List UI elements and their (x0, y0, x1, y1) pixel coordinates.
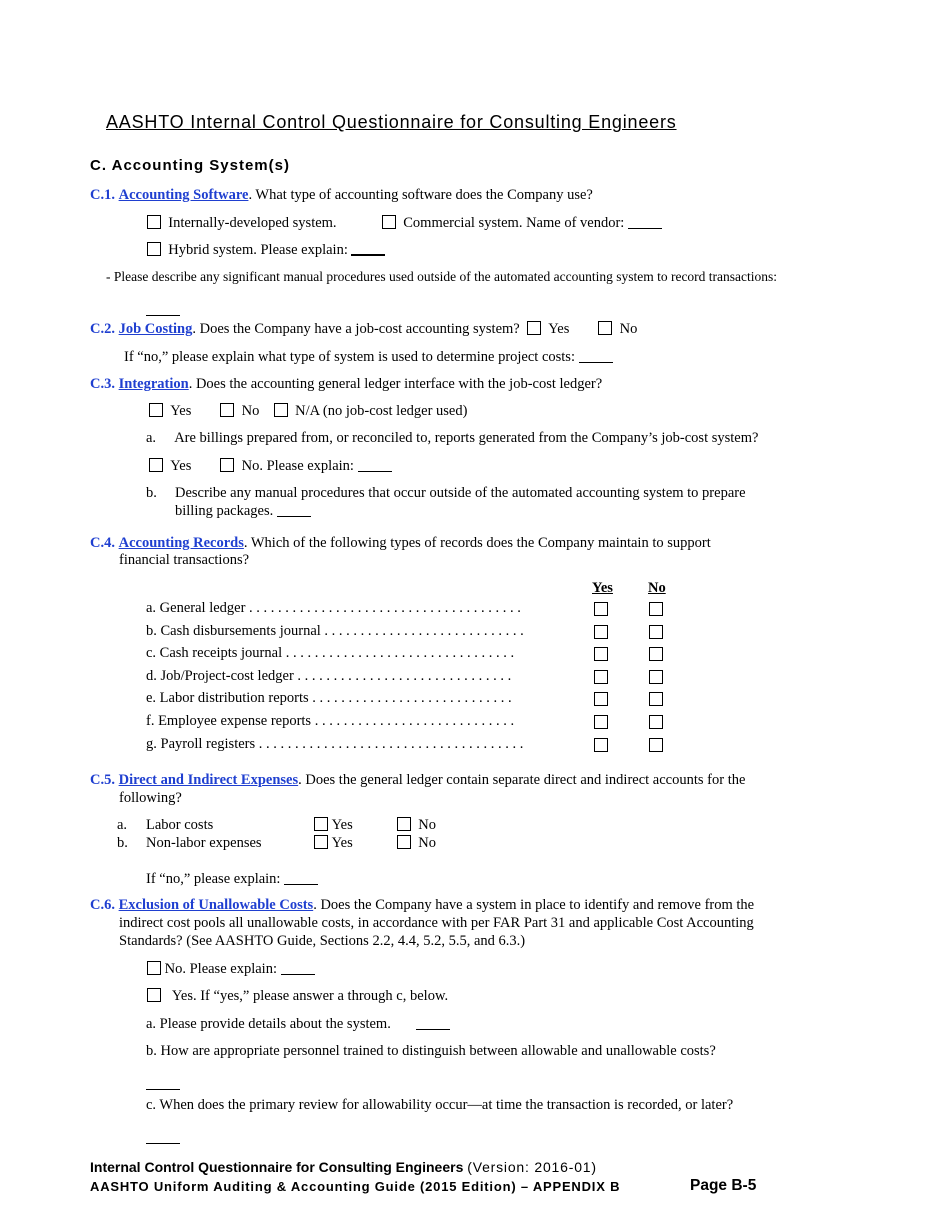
c3-options (149, 403, 467, 420)
c1-commercial-label: Commercial system. Name of vendor: (403, 215, 625, 231)
c1-commercial-checkbox[interactable] (382, 215, 396, 229)
c3-a-text: Are billings prepared from, or reconciled to, reports generated from the Company’s job-cost system? (174, 430, 759, 446)
c1-internal-checkbox[interactable] (147, 215, 161, 229)
question-c2-number: C.2. (90, 321, 115, 337)
question-c5-text-line2: following? (119, 790, 182, 806)
question-c5-text-line1: . Does the general ledger contain separate direct and indirect accounts for the (298, 772, 746, 788)
question-c6-number: C.6. (90, 897, 115, 913)
question-c2-text: . Does the Company have a job-cost accounting system? (192, 321, 520, 337)
question-c2 (90, 321, 637, 338)
question-c3-number: C.3. (90, 376, 115, 392)
c3-b-item (146, 485, 746, 502)
question-c5-link[interactable]: Direct and Indirect Expenses (118, 772, 299, 788)
c2-no-label: No (619, 321, 638, 337)
c6-a-text: a. Please provide details about the system. (146, 1016, 391, 1032)
c3-b-label: b. (146, 485, 157, 501)
question-c6-link[interactable]: Exclusion of Unallowable Costs (118, 897, 314, 913)
c6-a-field[interactable] (416, 1028, 450, 1030)
c4-record-label: b. Cash disbursements journal . . . . . . . . . . . . . . . . . . . . . . . . . . . . (146, 623, 524, 639)
c6-b-field[interactable] (146, 1076, 180, 1093)
question-c6-text-line1: . Does the Company have a system in place to identify and remove from the (313, 897, 755, 913)
c4-record-no-checkbox[interactable] (649, 647, 663, 661)
c5-a-text: Labor costs (146, 817, 214, 833)
c2-followup (124, 349, 613, 366)
c3-a-no-label: No. Please explain: (241, 458, 354, 474)
c3-b-text-line1: Describe any manual procedures that occur outside of the automated accounting system to prepare (175, 485, 746, 501)
c5-a-label: a. (117, 817, 128, 833)
question-c4-link[interactable]: Accounting Records (118, 535, 244, 551)
question-c4-text-line2: financial transactions? (119, 552, 250, 568)
c2-followup-text: If “no,” please explain what type of system is used to determine project costs: (124, 349, 575, 365)
c4-record-label: c. Cash receipts journal . . . . . . . . . . . . . . . . . . . . . . . . . . . . . . . . (146, 645, 515, 661)
c1-hybrid-option (147, 242, 385, 259)
c6-a-item (146, 1016, 450, 1033)
footer-title: Internal Control Questionnaire for Consulting Engineers (90, 1159, 464, 1175)
c4-record-label: f. Employee expense reports . . . . . . . . . . . . . . . . . . . . . . . . . . . . (146, 713, 515, 729)
c6-yes-checkbox[interactable] (147, 988, 161, 1002)
c4-record-no-checkbox[interactable] (649, 602, 663, 616)
question-c4 (90, 535, 711, 552)
c4-record-label: a. General ledger . . . . . . . . . . . . . . . . . . . . . . . . . . . . . . . . . . . . . . (146, 600, 521, 616)
c6-no-label: No. Please explain: (164, 961, 277, 977)
c5-a-no-label: No (418, 817, 436, 833)
c1-hybrid-label: Hybrid system. Please explain: (168, 242, 348, 258)
c5-b-no-label: No (418, 835, 436, 851)
c4-record-label: g. Payroll registers . . . . . . . . . . . . . . . . . . . . . . . . . . . . . . . . . . . . . (146, 736, 524, 752)
page-number: Page B-5 (690, 1177, 757, 1194)
footer-line1 (90, 1159, 597, 1175)
question-c1 (90, 187, 593, 204)
c3-a-options (149, 458, 392, 475)
c5-b-yes-option (314, 835, 353, 852)
c3-na-checkbox[interactable] (274, 403, 288, 417)
c4-record-no-checkbox[interactable] (649, 738, 663, 752)
c5-a-no-checkbox[interactable] (397, 817, 411, 831)
question-c4-number: C.4. (90, 535, 115, 551)
c5-a-yes-label: Yes (331, 817, 353, 833)
document-title: AASHTO Internal Control Questionnaire for Consulting Engineers (106, 112, 677, 132)
c3-na-label: N/A (no job-cost ledger used) (295, 403, 468, 419)
c6-b-text: b. How are appropriate personnel trained to distinguish between allowable and unallowable costs? (146, 1043, 716, 1059)
c2-no-checkbox[interactable] (598, 321, 612, 335)
c5-a-no-option (397, 817, 436, 834)
c4-record-yes-checkbox[interactable] (594, 625, 608, 639)
c1-internal-label: Internally-developed system. (168, 215, 337, 231)
c4-record-yes-checkbox[interactable] (594, 715, 608, 729)
c1-hybrid-field[interactable] (351, 253, 385, 256)
question-c3-link[interactable]: Integration (118, 376, 189, 392)
question-c1-number: C.1. (90, 187, 115, 203)
footer-line2: AASHTO Uniform Auditing & Accounting Guide (2015 Edition) – APPENDIX B (90, 1179, 621, 1194)
c4-record-no-checkbox[interactable] (649, 715, 663, 729)
c6-no-option (147, 961, 315, 978)
question-c3 (90, 376, 602, 393)
c6-yes-option (147, 988, 448, 1005)
c5-b-no-option (397, 835, 436, 852)
question-c4-text-line1: . Which of the following types of records does the Company maintain to support (243, 535, 711, 551)
c5-followup-field[interactable] (284, 883, 318, 885)
c4-record-no-checkbox[interactable] (649, 625, 663, 639)
c4-record-no-checkbox[interactable] (649, 692, 663, 706)
c3-a-no-checkbox[interactable] (220, 458, 234, 472)
section-title: C. Accounting System(s) (90, 157, 290, 174)
c4-col-no-header: No (648, 580, 666, 596)
c4-record-yes-checkbox[interactable] (594, 647, 608, 661)
question-c5 (90, 772, 745, 789)
c5-b-text: Non-labor expenses (146, 835, 262, 851)
c1-manual-field[interactable] (146, 302, 180, 319)
question-c3-text: . Does the accounting general ledger interface with the job-cost ledger? (188, 376, 603, 392)
c2-followup-field[interactable] (579, 361, 613, 363)
c1-internal-option (147, 215, 337, 232)
c4-record-yes-checkbox[interactable] (594, 692, 608, 706)
question-c2-link[interactable]: Job Costing (118, 321, 193, 337)
c5-a-yes-checkbox[interactable] (314, 817, 328, 831)
question-c5-number: C.5. (90, 772, 115, 788)
c3-a-label: a. (146, 430, 157, 446)
c5-b-no-checkbox[interactable] (397, 835, 411, 849)
c1-commercial-option (382, 215, 662, 232)
question-c6-text-line3: Standards? (See AASHTO Guide, Sections 2.2, 4.4, 5.2, 5.5, and 6.3.) (119, 933, 526, 949)
c3-a-yes-label: Yes (170, 458, 192, 474)
c4-record-yes-checkbox[interactable] (594, 738, 608, 752)
c3-a-explain-field[interactable] (358, 470, 392, 472)
c4-col-yes-header: Yes (592, 580, 613, 596)
footer-version: (Version: 2016-01) (467, 1159, 597, 1175)
c4-record-yes-checkbox[interactable] (594, 670, 608, 684)
c3-yes-label: Yes (170, 403, 192, 419)
c3-b-item-cont (175, 503, 311, 520)
c3-b-text-line2: billing packages. (175, 503, 274, 519)
c6-c-field[interactable] (146, 1130, 180, 1147)
c5-followup-text: If “no,” please explain: (146, 871, 281, 887)
question-c1-link[interactable]: Accounting Software (118, 187, 249, 203)
question-c6 (90, 897, 754, 914)
c3-a-yes-checkbox[interactable] (149, 458, 163, 472)
c4-record-yes-checkbox[interactable] (594, 602, 608, 616)
c1-manual-note: - Please describe any significant manual procedures used outside of the automated accounting system to record transactions: (106, 269, 778, 284)
c6-no-explain-field[interactable] (281, 973, 315, 975)
question-c1-text: . What type of accounting software does the Company use? (248, 187, 593, 203)
c2-yes-checkbox[interactable] (527, 321, 541, 335)
c1-vendor-field[interactable] (628, 227, 662, 229)
c5-followup (146, 871, 318, 888)
question-c6-text-line2: indirect cost pools all unallowable costs, in accordance with per FAR Part 31 and applicable Cost Accounting (119, 915, 754, 931)
c6-c-text: c. When does the primary review for allowability occur—at time the transaction is recorded, or later? (146, 1097, 734, 1113)
c5-b-label: b. (117, 835, 128, 851)
c4-record-no-checkbox[interactable] (649, 670, 663, 684)
c5-b-yes-checkbox[interactable] (314, 835, 328, 849)
c5-a-yes-option (314, 817, 353, 834)
c3-yes-checkbox[interactable] (149, 403, 163, 417)
c2-yes-label: Yes (548, 321, 570, 337)
c1-hybrid-checkbox[interactable] (147, 242, 161, 256)
c4-record-label: d. Job/Project-cost ledger . . . . . . . . . . . . . . . . . . . . . . . . . . . . . . (146, 668, 512, 684)
c5-b-yes-label: Yes (331, 835, 353, 851)
c3-no-checkbox[interactable] (220, 403, 234, 417)
c3-b-field[interactable] (277, 515, 311, 517)
c3-a-item (146, 430, 758, 447)
c3-no-label: No (241, 403, 260, 419)
c4-record-label: e. Labor distribution reports . . . . . . . . . . . . . . . . . . . . . . . . . . . . (146, 690, 512, 706)
c6-yes-label: Yes. If “yes,” please answer a through c, below. (171, 988, 449, 1004)
c6-no-checkbox[interactable] (147, 961, 161, 975)
